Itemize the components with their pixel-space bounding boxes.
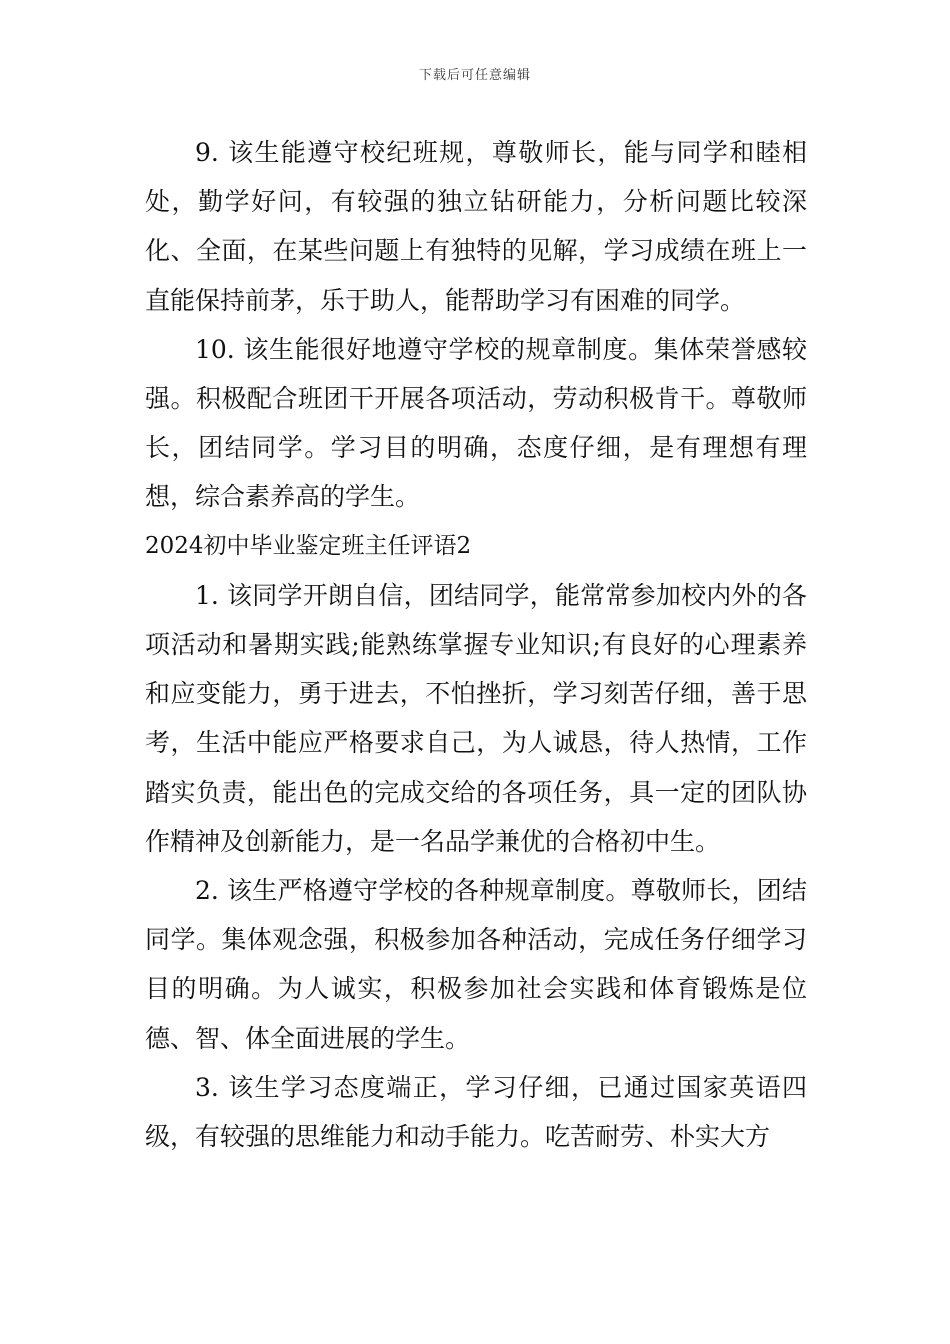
comment-paragraph-9: 9. 该生能遵守校纪班规，尊敬师长，能与同学和睦相处，勤学好问，有较强的独立钻研能力，分析问题比较深化、全面，在某些问题上有独特的见解，学习成绩在班上一直能保持前茅，乐于助人，能帮助学习有困难的同学。 bbox=[145, 138, 807, 315]
comment-paragraph-1: 1. 该同学开朗自信，团结同学，能常常参加校内外的各项活动和暑期实践;能熟练掌握专业知识;有良好的心理素养和应变能力，勇于进去，不怕挫折，学习刻苦仔细，善于思考，生活中能应严格要求自己，为人诚恳，待人热情，工作踏实负责，能出色的完成交给的各项任务，具一定的团队协作精神及创新能力，是一名品学兼优的合格初中生。 bbox=[145, 580, 807, 856]
comment-paragraph-2: 2. 该生严格遵守学校的各种规章制度。尊敬师长，团结同学。集体观念强，积极参加各种活动，完成任务仔细学习目的明确。为人诚实，积极参加社会实践和体育锻炼是位德、智、体全面进展的学生。 bbox=[145, 876, 807, 1053]
document-body bbox=[145, 128, 807, 1161]
section-heading: 2024初中毕业鉴定班主任评语2 bbox=[145, 532, 472, 559]
comment-paragraph-10: 10. 该生能很好地遵守学校的规章制度。集体荣誉感较强。积极配合班团干开展各项活动，劳动积极肯干。尊敬师长，团结同学。学习目的明确，态度仔细，是有理想有理想，综合素养高的学生。 bbox=[145, 334, 807, 512]
comment-paragraph-3: 3. 该生学习态度端正，学习仔细，已通过国家英语四级，有较强的思维能力和动手能力。吃苦耐劳、朴实大方 bbox=[145, 1072, 807, 1152]
page-header: 下载后可任意编辑 bbox=[418, 68, 531, 83]
